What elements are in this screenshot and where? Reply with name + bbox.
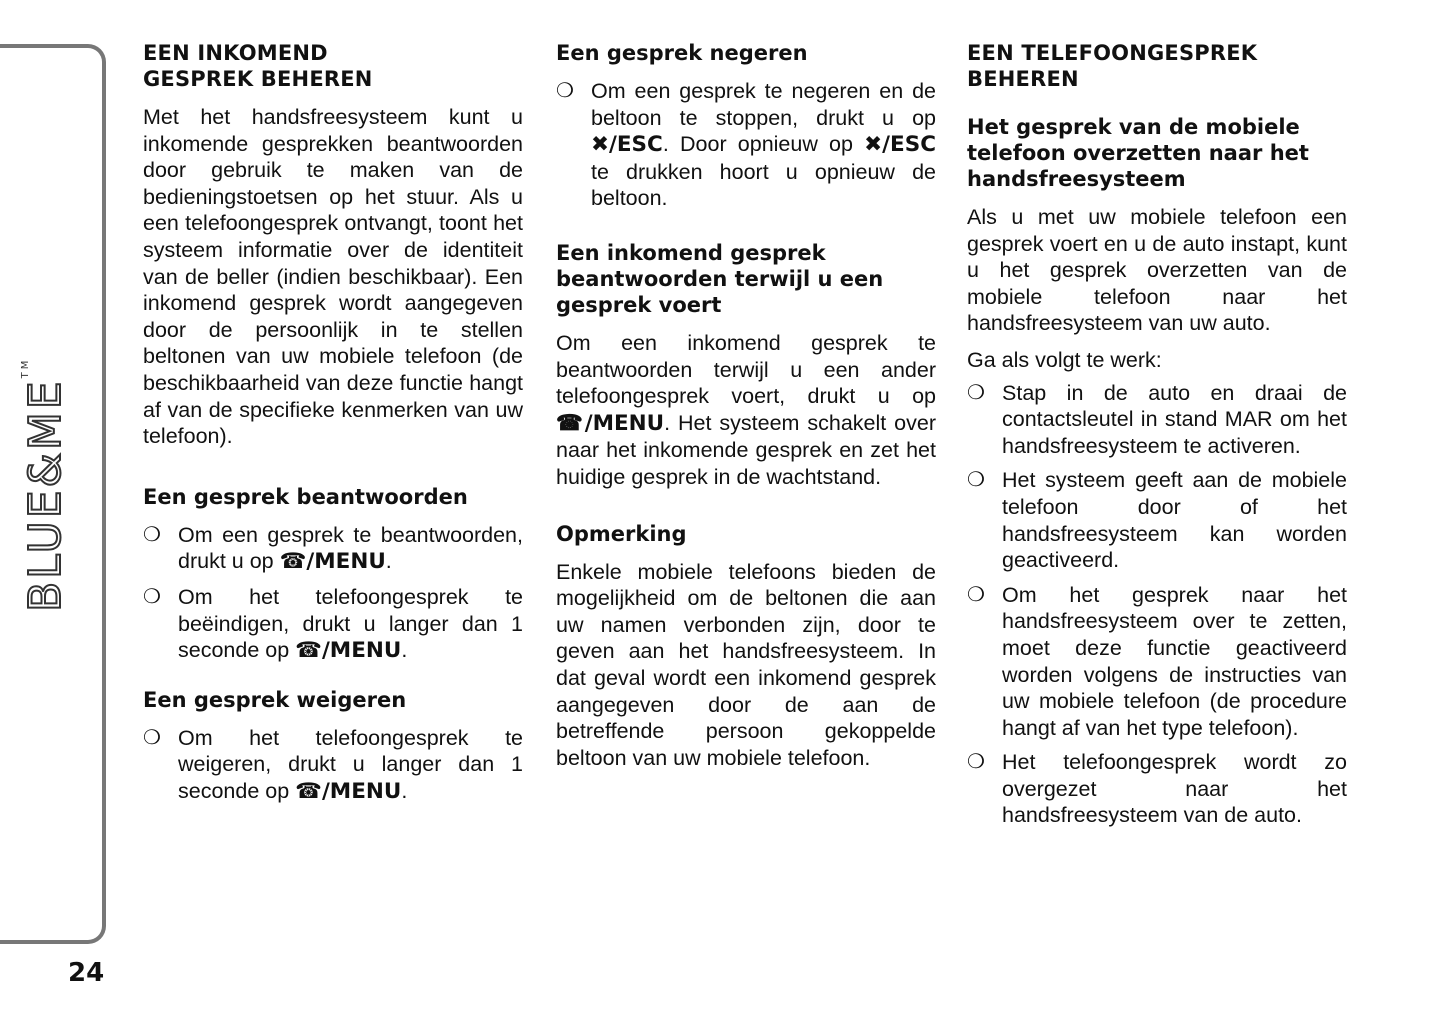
esc-key: /ESC	[609, 132, 663, 158]
menu-key: /MENU	[321, 638, 402, 664]
list-item: ❍ Om een gesprek te negeren en de beltoon te stoppen, drukt u op ✖/ESC. Door opnieuw op ✖/ESC te drukken hoort u opnieuw de beltoon.	[556, 79, 936, 211]
bullet-icon: ❍	[556, 80, 574, 102]
column-3	[967, 40, 1347, 837]
bullet-icon: ❍	[967, 381, 985, 404]
paragraph-note: Enkele mobiele telefoons bieden de mogelijkheid om de beltonen die aan uw namen verbonden zijn, door te geven aan het handsfreesysteem. In dat geval wordt een inkomend gesprek aangegeven door de aan de betreffende persoon gekoppelde beltoon van uw mobiele telefoon.	[556, 559, 936, 770]
menu-key: /MENU	[306, 549, 386, 575]
list-item: ❍ Stap in de auto en draai de contactsleutel in stand MAR om het handsfreesysteem te activeren.	[967, 380, 1347, 458]
list-transfer-steps	[967, 380, 1347, 830]
list-item: ❍ Het systeem geeft aan de mobiele telefoon door of het handsfreesysteem kan worden geactiveerd.	[967, 468, 1347, 573]
list-reject-call	[143, 725, 523, 806]
bullet-icon: ❍	[967, 583, 985, 606]
blue-and-me-logo: BLUE&ME™	[20, 357, 71, 612]
heading-incoming-call: EEN INKOMEND GESPREK BEHEREN	[143, 41, 373, 91]
paragraph-steps-intro: Ga als volgt te werk:	[967, 347, 1162, 372]
list-ignore-call	[556, 78, 936, 212]
bullet-icon: ❍	[967, 751, 985, 774]
paragraph-transfer-intro: Als u met uw mobiele telefoon een gesprek voert en u de auto instapt, kunt u het gesprek overzetten van de mobiele telefoon naar het handsfreesysteem van uw auto.	[967, 205, 1347, 336]
bullet-icon: ❍	[143, 523, 161, 546]
subheading-ignore-call: Een gesprek negeren	[556, 41, 808, 65]
column-1	[143, 40, 523, 813]
bullet-icon: ❍	[143, 585, 161, 608]
phone-icon: ☎	[556, 410, 585, 435]
list-item: ❍ Om het telefoongesprek te beëindigen, drukt u langer dan 1 seconde op ☎/MENU.	[143, 584, 523, 664]
menu-key: /MENU	[321, 778, 402, 804]
subheading-answer-while-calling: Een inkomend gesprek beantwoorden terwijl u een gesprek voert	[556, 240, 884, 317]
page-number: 24	[68, 958, 105, 988]
bullet-icon: ❍	[143, 726, 161, 749]
esc-key: /ESC	[882, 132, 936, 158]
heading-manage-call: EEN TELEFOONGESPREK BEHEREN	[967, 41, 1258, 91]
subheading-answer-call: Een gesprek beantwoorden	[143, 484, 468, 509]
list-item: ❍ Om het gesprek naar het handsfreesysteem over te zetten, moet deze functie geactiveerd worden volgens de instructies van uw mobiele telefoon (de procedure hangt af van het type telefoon).	[967, 582, 1347, 740]
subheading-note: Opmerking	[556, 521, 687, 546]
subheading-reject-call: Een gesprek weigeren	[143, 687, 407, 712]
bullet-icon: ❍	[967, 469, 985, 492]
paragraph-intro: Met het handsfreesysteem kunt u inkomende gesprekken beantwoorden door gebruik te maken van de bedieningstoetsen op het stuur. Als u een telefoongesprek ontvangt, toont het systeem informatie over de identiteit van de beller (indien beschikbaar). Een inkomend gesprek wordt aangegeven door de persoonlijk in te stellen beltonen van uw mobiele telefoon (de beschikbaarheid van deze functie hangt af van de specifieke kenmerken van uw telefoon).	[143, 105, 523, 449]
column-2	[556, 40, 936, 781]
phone-icon: ☎	[295, 778, 322, 803]
phone-icon: ☎	[295, 638, 322, 663]
menu-key: /MENU	[584, 410, 665, 436]
subheading-transfer-call: Het gesprek van de mobiele telefoon overzetten naar het handsfreesysteem	[967, 115, 1309, 191]
list-item: ❍ Om een gesprek te beantwoorden, drukt u op ☎/MENU.	[143, 522, 523, 575]
list-answer-call	[143, 522, 523, 665]
phone-icon: ☎	[279, 549, 307, 574]
mute-icon: ✖	[591, 132, 610, 157]
list-item: ❍ Om het telefoongesprek te weigeren, drukt u langer dan 1 seconde op ☎/MENU.	[143, 725, 523, 804]
mute-icon: ✖	[864, 132, 883, 157]
paragraph-answer-while-calling: Om een inkomend gesprek te beantwoorden terwijl u een ander telefoongesprek voert, drukt u op ☎/MENU. Het systeem schakelt over naar het inkomende gesprek en zet het huidige gesprek in de wachtstand.	[556, 330, 936, 489]
list-item: ❍ Het telefoongesprek wordt zo overgezet naar het handsfreesysteem van de auto.	[967, 750, 1347, 828]
